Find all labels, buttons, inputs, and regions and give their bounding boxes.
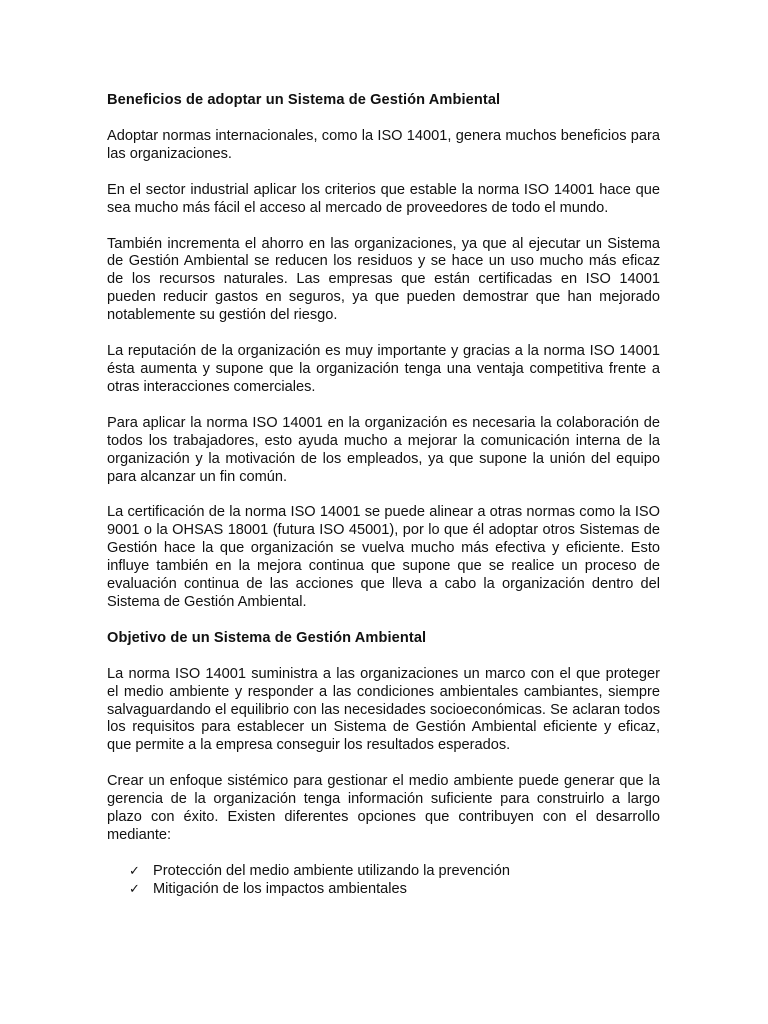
checklist	[107, 863, 660, 899]
paragraph: Crear un enfoque sistémico para gestionar el medio ambiente puede generar que la gerencia de la organización tenga información suficiente para construirlo a largo plazo con éxito. Existen diferentes opciones que contribuyen con el desarrollo mediante:	[107, 773, 660, 843]
section-heading: Beneficios de adoptar un Sistema de Gestión Ambiental	[107, 92, 501, 108]
list-item	[129, 863, 660, 881]
check-icon: ✓	[129, 881, 140, 897]
paragraph: Para aplicar la norma ISO 14001 en la organización es necesaria la colaboración de todos los trabajadores, esto ayuda mucho a mejorar la comunicación interna de la organización y la motivación de los empleados, ya que supone la unión del equipo para alcanzar un fin común.	[107, 414, 660, 485]
paragraph: También incrementa el ahorro en las organizaciones, ya que al ejecutar un Sistema de Gestión Ambiental se reducen los residuos y se hace un uso mucho más eficaz de los recursos naturales. Las empresas que están certificadas en ISO 14001 pueden reducir gastos en seguros, ya que pueden demostrar que han mejorado notablemente su gestión del riesgo.	[107, 235, 660, 324]
section-heading: Objetivo de un Sistema de Gestión Ambiental	[107, 629, 427, 646]
check-icon: ✓	[129, 863, 140, 879]
list-item-text: Protección del medio ambiente utilizando la prevención	[153, 862, 510, 879]
paragraph: En el sector industrial aplicar los criterios que estable la norma ISO 14001 hace que sea mucho más fácil el acceso al mercado de proveedores de todo el mundo.	[107, 181, 660, 216]
paragraph: Adoptar normas internacionales, como la ISO 14001, genera muchos beneficios para las organizaciones.	[107, 127, 660, 162]
paragraph: La certificación de la norma ISO 14001 se puede alinear a otras normas como la ISO 9001 o la OHSAS 18001 (futura ISO 45001), por lo que él adoptar otros Sistemas de Gestión hace la que organización se vuelva mucho más efectiva y eficiente. Esto influye también en la mejora continua que supone que se realice un proceso de evaluación continua de las acciones que lleva a cabo la organización dentro del Sistema de Gestión Ambiental.	[107, 504, 660, 610]
list-item	[129, 881, 660, 899]
paragraph: La norma ISO 14001 suministra a las organizaciones un marco con el que proteger el medio ambiente y responder a las condiciones ambientales cambiantes, siempre salvaguardando el equilibrio con las necesidades socioeconómicas. Se aclaran todos los requisitos para establecer un Sistema de Gestión Ambiental eficiente y eficaz, que permite a la empresa conseguir los resultados esperados.	[107, 665, 660, 754]
document-page	[107, 92, 660, 899]
section-objetivo	[107, 630, 660, 899]
list-item-text: Mitigación de los impactos ambientales	[153, 880, 407, 897]
section-beneficios	[107, 92, 660, 612]
paragraph: La reputación de la organización es muy importante y gracias a la norma ISO 14001 ésta aumenta y supone que la organización tenga una ventaja competitiva frente a otras interacciones comerciales.	[107, 343, 660, 395]
